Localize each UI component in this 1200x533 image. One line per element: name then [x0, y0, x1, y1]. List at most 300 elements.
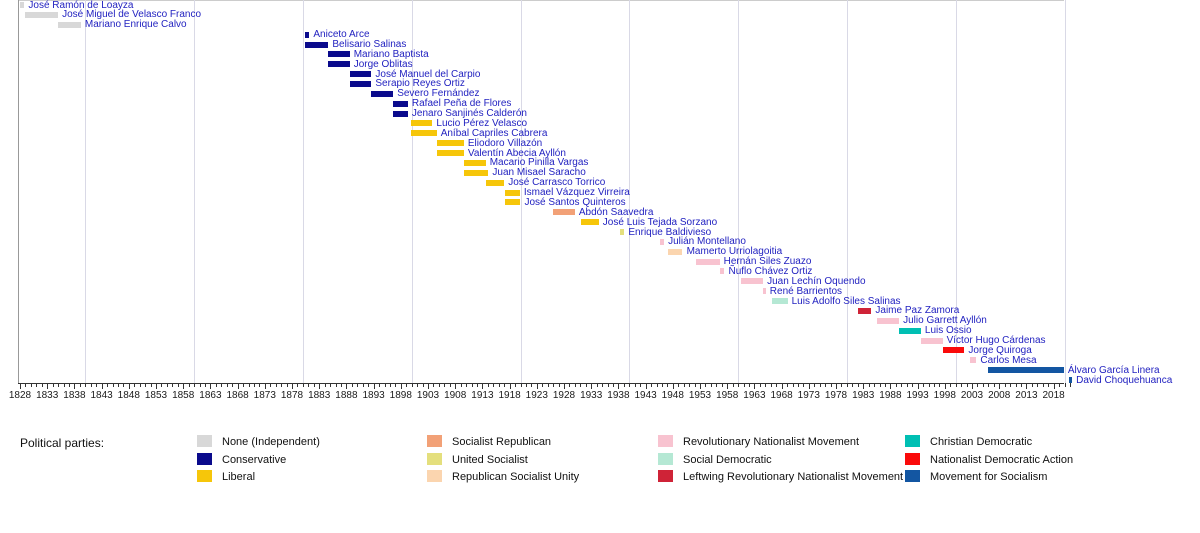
x-axis-tick-label: 1998 — [933, 390, 956, 401]
x-axis-tick-label: 1878 — [280, 390, 304, 401]
legend-swatch-social_democratic — [658, 453, 673, 465]
x-axis-tick — [684, 383, 685, 387]
vp-name-label[interactable]: Belisario Salinas — [332, 39, 407, 50]
x-axis-tick — [673, 383, 674, 389]
vp-name-label[interactable]: Carlos Mesa — [980, 354, 1037, 366]
timeline-bar — [943, 347, 965, 353]
x-axis-tick — [820, 383, 821, 387]
legend-label-republican_socialist_unity: Republican Socialist Unity — [452, 471, 580, 483]
timeline-bar — [660, 239, 664, 245]
x-axis-tick-label: 1943 — [634, 390, 657, 401]
x-axis-tick — [1016, 383, 1017, 387]
x-axis-tick — [847, 383, 848, 387]
timeline-bar — [437, 140, 464, 146]
x-axis-tick — [1010, 383, 1011, 387]
x-axis-tick — [341, 383, 342, 387]
vp-name-label[interactable]: René Barrientos — [769, 285, 843, 297]
x-axis-tick — [178, 383, 179, 387]
x-axis-tick — [608, 383, 609, 387]
x-axis-tick — [385, 383, 386, 387]
legend-swatch-republican_socialist_unity — [427, 470, 442, 482]
vp-name-label[interactable]: Jorge Quiroga — [968, 344, 1032, 356]
vp-name-label[interactable]: Luis Adolfo Siles Salinas — [791, 295, 901, 307]
x-axis-tick-label: 1893 — [362, 390, 385, 401]
x-axis-tick — [368, 383, 369, 387]
x-axis-tick — [325, 383, 326, 387]
timeline-bar — [1069, 377, 1072, 383]
vp-name-label[interactable]: Severo Fernández — [397, 88, 480, 100]
x-axis-tick — [809, 383, 810, 389]
x-axis-tick — [390, 383, 391, 387]
x-axis-tick — [140, 383, 141, 387]
gridline-1840 — [85, 0, 86, 383]
x-axis-tick-label: 1938 — [607, 390, 630, 401]
legend-label-united_socialist: United Socialist — [452, 453, 528, 466]
legend-swatch-adn — [905, 453, 920, 465]
x-axis-tick — [499, 383, 500, 387]
legend-swatch-united_socialist — [427, 453, 442, 465]
x-axis-tick — [569, 383, 570, 387]
x-axis-tick-label: 1923 — [525, 390, 548, 401]
timeline-bar — [921, 338, 943, 344]
x-axis-tick — [31, 383, 32, 387]
x-axis-tick-label: 1988 — [879, 390, 902, 401]
x-axis-tick — [210, 383, 211, 389]
x-axis-tick-label: 1903 — [416, 390, 440, 401]
x-axis-tick-label: 2003 — [960, 390, 984, 401]
x-axis-tick — [744, 383, 745, 387]
x-axis-tick — [156, 383, 157, 389]
x-axis-tick — [482, 383, 483, 389]
vp-name-label[interactable]: Mariano Baptista — [353, 48, 429, 60]
x-axis-tick — [412, 383, 413, 387]
x-axis-tick — [836, 383, 837, 389]
legend-label-adn: Nationalist Democratic Action — [930, 453, 1074, 466]
x-axis-tick — [977, 383, 978, 387]
x-axis-tick — [553, 383, 554, 387]
vp-name-label[interactable]: Serapio Reyes Ortiz — [375, 78, 465, 90]
x-axis-tick — [564, 383, 565, 389]
x-axis-tick — [575, 383, 576, 387]
vp-name-label[interactable]: Macario Pinilla Vargas — [489, 157, 589, 169]
plot-left-border — [18, 0, 19, 383]
x-axis-tick — [749, 383, 750, 387]
x-axis-tick-label: 1858 — [172, 390, 195, 401]
x-axis-tick — [461, 383, 462, 387]
x-axis-tick — [831, 383, 832, 387]
x-axis-tick — [771, 383, 772, 387]
vp-name-label[interactable]: José Ramón de Loayza — [28, 0, 134, 11]
x-axis-tick — [929, 383, 930, 387]
x-axis-tick — [814, 383, 815, 387]
x-axis-tick — [580, 383, 581, 387]
x-axis-tick — [646, 383, 647, 389]
x-axis-tick — [1021, 383, 1022, 387]
x-axis-tick-label: 1863 — [199, 390, 222, 401]
legend-swatch-socialist_republican — [427, 435, 442, 447]
vp-name-label[interactable]: Álvaro García Linera — [1067, 364, 1160, 376]
x-axis-tick — [466, 383, 467, 387]
x-axis-tick — [950, 383, 951, 387]
x-axis-tick — [374, 383, 375, 389]
legend-label-socialist_republican: Socialist Republican — [452, 436, 552, 448]
x-axis-tick — [597, 383, 598, 387]
timeline-bar — [720, 268, 725, 274]
x-axis-tick — [852, 383, 853, 387]
x-axis-tick — [444, 383, 445, 387]
x-axis-tick — [722, 383, 723, 387]
vp-name-label[interactable]: Víctor Hugo Cárdenas — [946, 335, 1046, 346]
x-axis-tick-label: 1873 — [253, 390, 276, 401]
x-axis-tick — [559, 383, 560, 387]
x-axis-tick — [912, 383, 913, 387]
x-axis-tick — [760, 383, 761, 387]
x-axis-tick-label: 1843 — [90, 390, 113, 401]
vp-name-label[interactable]: Eliodoro Villazón — [467, 137, 543, 149]
x-axis-tick — [635, 383, 636, 387]
x-axis-tick — [640, 383, 641, 387]
x-axis-tick — [542, 383, 543, 387]
x-axis-tick — [488, 383, 489, 387]
timeline-bar — [877, 318, 899, 324]
x-axis-tick — [700, 383, 701, 389]
x-axis-tick — [1043, 383, 1044, 387]
vp-name-label[interactable]: Enrique Baldivieso — [628, 226, 712, 238]
x-axis-tick-label: 1848 — [117, 390, 140, 401]
timeline-bar — [393, 111, 408, 117]
vp-name-label[interactable]: Lucio Pérez Velasco — [436, 117, 528, 129]
x-axis-tick — [907, 383, 908, 387]
x-axis-tick-label: 1963 — [743, 390, 766, 401]
timeline-bar — [393, 101, 408, 107]
x-axis-tick — [450, 383, 451, 387]
x-axis-tick — [194, 383, 195, 387]
x-axis-tick — [548, 383, 549, 387]
vp-name-label[interactable]: Rafael Peña de Flores — [411, 98, 512, 110]
x-axis-tick — [423, 383, 424, 387]
x-axis-tick — [901, 383, 902, 387]
x-axis-tick — [221, 383, 222, 387]
timeline-bar — [858, 308, 871, 314]
x-axis-tick — [1054, 383, 1055, 389]
gridline-1980 — [847, 0, 848, 383]
x-axis-tick-label: 1948 — [661, 390, 684, 401]
x-axis-tick — [1005, 383, 1006, 387]
x-axis-tick — [1048, 383, 1049, 387]
vp-name-label[interactable]: José Luis Tejada Sorzano — [602, 216, 718, 228]
x-axis-tick — [428, 383, 429, 389]
x-axis-tick-label: 1968 — [770, 390, 793, 401]
x-axis-tick — [303, 383, 304, 387]
vp-name-label[interactable]: Julio Garrett Ayllón — [903, 315, 987, 327]
x-axis-tick — [885, 383, 886, 387]
x-axis-tick — [151, 383, 152, 387]
x-axis-tick — [276, 383, 277, 387]
legend-label-liberal: Liberal — [222, 471, 256, 483]
vp-name-label[interactable]: Jenaro Sanjinés Calderón — [411, 108, 527, 119]
x-axis-tick-label: 1993 — [906, 390, 929, 401]
timeline-bar — [328, 61, 349, 67]
x-axis-tick — [259, 383, 260, 387]
x-axis-tick — [238, 383, 239, 389]
x-axis-tick — [64, 383, 65, 387]
timeline-bar — [305, 42, 329, 48]
x-axis-tick — [167, 383, 168, 387]
timeline-bar — [411, 130, 437, 136]
x-axis-tick — [145, 383, 146, 387]
x-axis-tick — [776, 383, 777, 387]
x-axis-tick — [874, 383, 875, 387]
x-axis-tick — [102, 383, 103, 389]
x-axis-tick — [537, 383, 538, 389]
x-axis-tick — [504, 383, 505, 387]
x-axis-tick — [765, 383, 766, 387]
x-axis-tick-label: 1828 — [8, 390, 32, 401]
legend-label-social_democratic: Social Democratic — [683, 453, 772, 466]
x-axis-tick — [662, 383, 663, 387]
x-axis-tick — [493, 383, 494, 387]
x-axis-tick — [689, 383, 690, 387]
vp-name-label[interactable]: Aniceto Arce — [313, 29, 370, 41]
x-axis-tick — [395, 383, 396, 387]
x-axis-tick-label: 1933 — [580, 390, 603, 401]
x-axis-tick — [956, 383, 957, 387]
x-axis-tick-label: 1898 — [389, 390, 412, 401]
x-axis-tick — [1065, 383, 1066, 387]
x-axis-tick — [113, 383, 114, 387]
x-axis-tick — [733, 383, 734, 387]
x-axis-tick — [129, 383, 130, 389]
x-axis-tick — [613, 383, 614, 387]
x-axis-tick — [216, 383, 217, 387]
x-axis-tick — [232, 383, 233, 387]
x-axis-tick — [314, 383, 315, 387]
x-axis-tick — [890, 383, 891, 389]
x-axis-tick — [297, 383, 298, 387]
timeline-bar — [328, 51, 349, 57]
x-axis-tick — [825, 383, 826, 387]
vp-name-label[interactable]: David Choquehuanca — [1076, 374, 1173, 386]
x-axis-tick — [183, 383, 184, 389]
x-axis-tick — [961, 383, 962, 387]
x-axis-tick-label: 1833 — [36, 390, 59, 401]
x-axis-tick — [118, 383, 119, 387]
timeline-bar — [58, 22, 81, 28]
x-axis-tick — [1070, 383, 1071, 387]
x-axis-tick — [880, 383, 881, 387]
legend-label-rnm: Revolutionary Nationalist Movement — [683, 436, 860, 448]
legend-swatch-mas — [905, 470, 920, 482]
x-axis-tick — [406, 383, 407, 387]
x-axis-tick — [994, 383, 995, 387]
legend-swatch-rnm — [658, 435, 673, 447]
x-axis-tick — [624, 383, 625, 387]
x-axis-tick-label: 1918 — [498, 390, 521, 401]
legend-label-mas: Movement for Socialism — [930, 471, 1048, 483]
vp-name-label[interactable]: Juan Misael Saracho — [492, 167, 586, 179]
vp-name-label[interactable]: Jaime Paz Zamora — [875, 305, 960, 317]
x-axis-tick — [798, 383, 799, 387]
vp-name-label[interactable]: Abdón Saavedra — [578, 206, 654, 218]
timeline-bar — [505, 190, 520, 196]
legend-label-conservative: Conservative — [222, 453, 287, 466]
legend-swatch-conservative — [197, 453, 212, 465]
timeline-bar — [350, 81, 372, 87]
x-axis-tick — [357, 383, 358, 387]
x-axis-tick — [227, 383, 228, 387]
x-axis-tick — [36, 383, 37, 387]
vp-name-label[interactable]: Aníbal Capriles Cabrera — [440, 127, 548, 139]
x-axis-tick — [918, 383, 919, 389]
timeline-bar — [350, 71, 372, 77]
timeline-bar — [464, 160, 486, 166]
x-axis-tick — [515, 383, 516, 387]
x-axis-tick — [803, 383, 804, 387]
x-axis-tick — [657, 383, 658, 387]
x-axis-tick-label: 1973 — [797, 390, 820, 401]
timeline-bar — [899, 328, 921, 334]
timeline-bar — [411, 120, 433, 126]
gridline-1960 — [738, 0, 739, 383]
x-axis-tick — [319, 383, 320, 389]
timeline-bar — [988, 367, 1064, 373]
x-axis-tick — [254, 383, 255, 387]
legend-swatch-liberal — [197, 470, 212, 482]
x-axis-tick — [983, 383, 984, 387]
x-axis-tick — [270, 383, 271, 387]
x-axis-tick — [629, 383, 630, 387]
x-axis-tick — [433, 383, 434, 387]
x-axis-tick — [80, 383, 81, 387]
x-axis-tick — [939, 383, 940, 387]
timeline-bar — [553, 209, 575, 215]
x-axis-tick — [782, 383, 783, 389]
x-axis-tick-label: 1883 — [308, 390, 331, 401]
x-axis-tick — [923, 383, 924, 387]
x-axis-tick — [53, 383, 54, 387]
timeline-bar — [464, 170, 489, 176]
x-axis-tick — [618, 383, 619, 389]
x-axis-tick — [455, 383, 456, 389]
timeline-bar — [620, 229, 625, 235]
x-axis-tick — [716, 383, 717, 387]
x-axis-tick — [472, 383, 473, 387]
timeline-bar — [437, 150, 464, 156]
vp-name-label[interactable]: Ismael Vázquez Virreira — [523, 187, 630, 198]
vp-name-label[interactable]: Jorge Oblitas — [353, 58, 413, 70]
vp-name-label[interactable]: José Manuel del Carpio — [375, 68, 481, 80]
x-axis-tick — [123, 383, 124, 387]
timeline-bar — [696, 259, 719, 265]
vp-name-label[interactable]: José Carrasco Torrico — [508, 177, 606, 189]
timeline-bar — [581, 219, 598, 225]
x-axis-tick — [96, 383, 97, 387]
x-axis-tick — [200, 383, 201, 387]
x-axis-tick — [287, 383, 288, 387]
x-axis-tick-label: 2018 — [1042, 390, 1065, 401]
legend-label-leftwing_rnm: Leftwing Revolutionary Nationalist Movement — [683, 471, 904, 483]
x-axis-tick — [477, 383, 478, 387]
timeline-bar — [505, 199, 520, 205]
vp-name-label[interactable]: Valentín Abecia Ayllón — [467, 147, 566, 159]
vp-name-label[interactable]: Luis Ossio — [924, 325, 972, 337]
legend-label-christian_democratic: Christian Democratic — [930, 436, 1033, 448]
legend — [0, 425, 1200, 533]
timeline-bar — [741, 278, 763, 284]
x-axis-tick-label: 1868 — [226, 390, 249, 401]
x-axis-tick — [1037, 383, 1038, 387]
x-axis-tick — [363, 383, 364, 387]
timeline-bar — [763, 288, 766, 294]
x-axis-tick-label: 1838 — [63, 390, 86, 401]
x-axis-tick-label: 2008 — [988, 390, 1011, 401]
x-axis-tick — [205, 383, 206, 387]
gridline-2020 — [1065, 0, 1066, 383]
x-axis-tick — [243, 383, 244, 387]
x-axis-tick — [25, 383, 26, 387]
x-axis-tick-label: 1983 — [852, 390, 875, 401]
x-axis-tick — [265, 383, 266, 389]
vp-name-label[interactable]: Mariano Enrique Calvo — [84, 19, 187, 31]
x-axis-tick — [172, 383, 173, 387]
x-axis-tick — [85, 383, 86, 387]
x-axis-tick — [134, 383, 135, 387]
x-axis-tick-label: 1888 — [335, 390, 358, 401]
x-axis-tick — [1032, 383, 1033, 387]
x-axis-tick — [695, 383, 696, 387]
x-axis-tick — [521, 383, 522, 387]
vp-name-label[interactable]: Ñuflo Chávez Ortiz — [728, 265, 813, 277]
x-axis-tick — [1026, 383, 1027, 389]
x-axis-tick — [69, 383, 70, 387]
vp-name-label[interactable]: Mamerto Urriolagoitia — [686, 246, 783, 258]
x-axis-tick — [161, 383, 162, 387]
x-axis-tick — [1059, 383, 1060, 387]
x-axis-tick — [42, 383, 43, 387]
x-axis-tick-label: 1953 — [688, 390, 712, 401]
x-axis-tick — [58, 383, 59, 387]
vp-name-label[interactable]: Julián Montellano — [668, 236, 746, 248]
x-axis-tick — [754, 383, 755, 389]
x-axis-tick — [678, 383, 679, 387]
x-axis-tick — [869, 383, 870, 387]
x-axis-tick — [308, 383, 309, 387]
legend-title: Political parties: — [20, 436, 105, 450]
x-axis-tick-label: 1958 — [716, 390, 739, 401]
x-axis-tick — [292, 383, 293, 389]
x-axis-tick — [705, 383, 706, 387]
x-axis-tick — [967, 383, 968, 387]
x-axis-tick — [281, 383, 282, 387]
x-axis-tick — [91, 383, 92, 387]
timeline-bar — [20, 2, 24, 8]
x-axis-tick — [401, 383, 402, 389]
x-axis-tick — [858, 383, 859, 387]
x-axis-tick-label: 1928 — [552, 390, 576, 401]
vp-name-label[interactable]: José Santos Quinteros — [524, 196, 626, 208]
vp-name-label[interactable]: Juan Lechín Oquendo — [767, 275, 866, 287]
legend-swatch-leftwing_rnm — [658, 470, 673, 482]
x-axis-tick — [510, 383, 511, 389]
x-axis-tick-label: 1853 — [144, 390, 168, 401]
vp-name-label[interactable]: Hernán Siles Zuazo — [723, 256, 812, 268]
timeline-bar — [772, 298, 787, 304]
x-axis-tick — [330, 383, 331, 387]
legend-swatch-independent — [197, 435, 212, 447]
x-axis-tick — [934, 383, 935, 387]
x-axis-tick — [531, 383, 532, 387]
vp-name-label[interactable]: José Miguel de Velasco Franco — [62, 9, 202, 21]
